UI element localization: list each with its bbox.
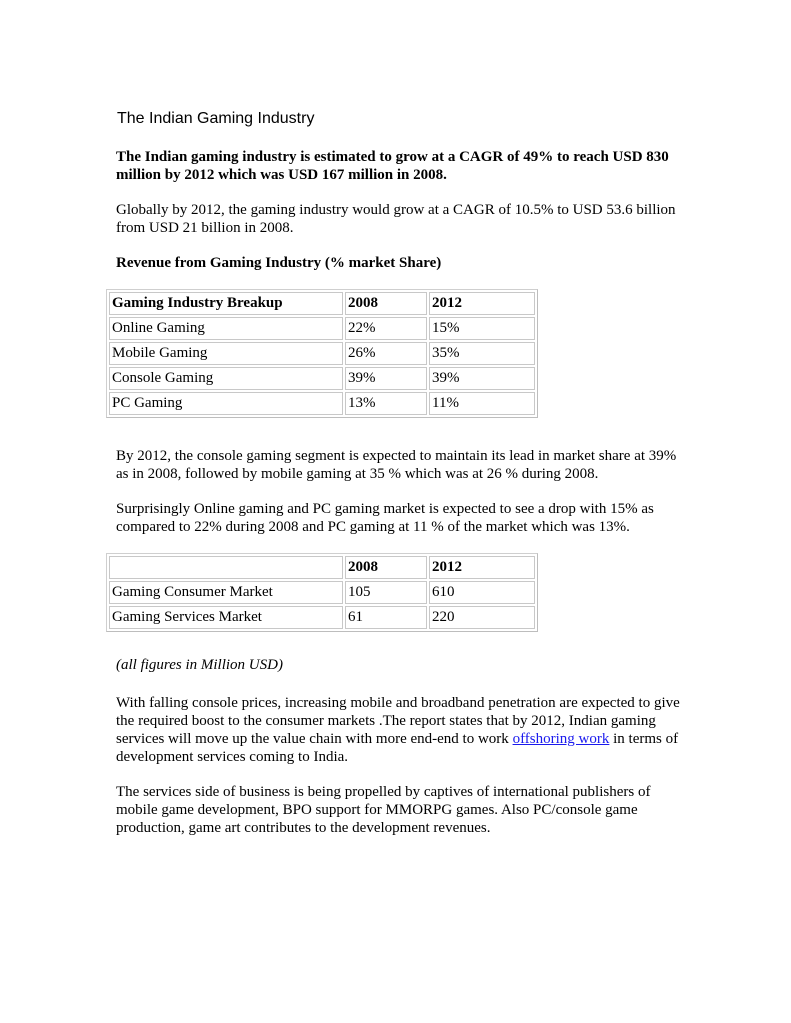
table-row [109,342,535,365]
falling-prices-paragraph [116,694,686,766]
table-header-cell: Gaming Industry Breakup [109,292,343,315]
table-cell: PC Gaming [109,392,343,415]
table-header-cell: 2008 [345,292,427,315]
table-cell: 26% [345,342,427,365]
table-row [109,606,535,629]
table-cell: Console Gaming [109,367,343,390]
table-cell: 220 [429,606,535,629]
table-cell: 610 [429,581,535,604]
figures-note: (all figures in Million USD) [116,657,283,673]
table-cell: 39% [345,367,427,390]
table-cell: 61 [345,606,427,629]
table-cell: 35% [429,342,535,365]
table-header-cell: 2012 [429,556,535,579]
table-row [109,392,535,415]
falling-prices-text: With falling console prices, increasing mobile and broadband penetration are expected to give the required boost to the consumer markets .The report states that by 2012, Indian gaming services will move up the value chain with more end-end to work [116,695,680,747]
table-cell: 22% [345,317,427,340]
table-header-cell: 2012 [429,292,535,315]
table-cell: 105 [345,581,427,604]
falling-prices-text-end: in terms of development services coming to India. [116,731,679,765]
intro-paragraph: The Indian gaming industry is estimated to grow at a CAGR of 49% to reach USD 830 million by 2012 which was USD 167 million in 2008. [116,149,669,183]
table-header-cell [109,556,343,579]
market-size-table [106,553,538,632]
table-cell: 13% [345,392,427,415]
table-header-cell: 2008 [345,556,427,579]
table-header-row [109,292,535,315]
table-row [109,317,535,340]
market-share-table [106,289,538,418]
table-row [109,581,535,604]
console-segment-paragraph: By 2012, the console gaming segment is expected to maintain its lead in market share at 39% as in 2008, followed by mobile gaming at 35 % which was at 26 % during 2008. [116,448,677,482]
global-growth-paragraph: Globally by 2012, the gaming industry would grow at a CAGR of 10.5% to USD 53.6 billion from USD 21 billion in 2008. [116,202,676,236]
table-cell: 15% [429,317,535,340]
table-cell: Mobile Gaming [109,342,343,365]
revenue-heading: Revenue from Gaming Industry (% market Share) [116,255,442,271]
table-header-row [109,556,535,579]
table-cell: Gaming Services Market [109,606,343,629]
online-pc-drop-paragraph: Surprisingly Online gaming and PC gaming market is expected to see a drop with 15% as compared to 22% during 2008 and PC gaming at 11 % of the market which was 13%. [116,501,654,535]
page-title: The Indian Gaming Industry [117,110,315,127]
table-cell: 39% [429,367,535,390]
table-row [109,367,535,390]
table-cell: Online Gaming [109,317,343,340]
services-paragraph: The services side of business is being propelled by captives of international publishers of mobile game development, BPO support for MMORPG games. Also PC/console game production, game art contributes to the development revenues. [116,784,651,836]
offshoring-work-link[interactable]: offshoring work [512,731,610,747]
table-cell: 11% [429,392,535,415]
table-cell: Gaming Consumer Market [109,581,343,604]
